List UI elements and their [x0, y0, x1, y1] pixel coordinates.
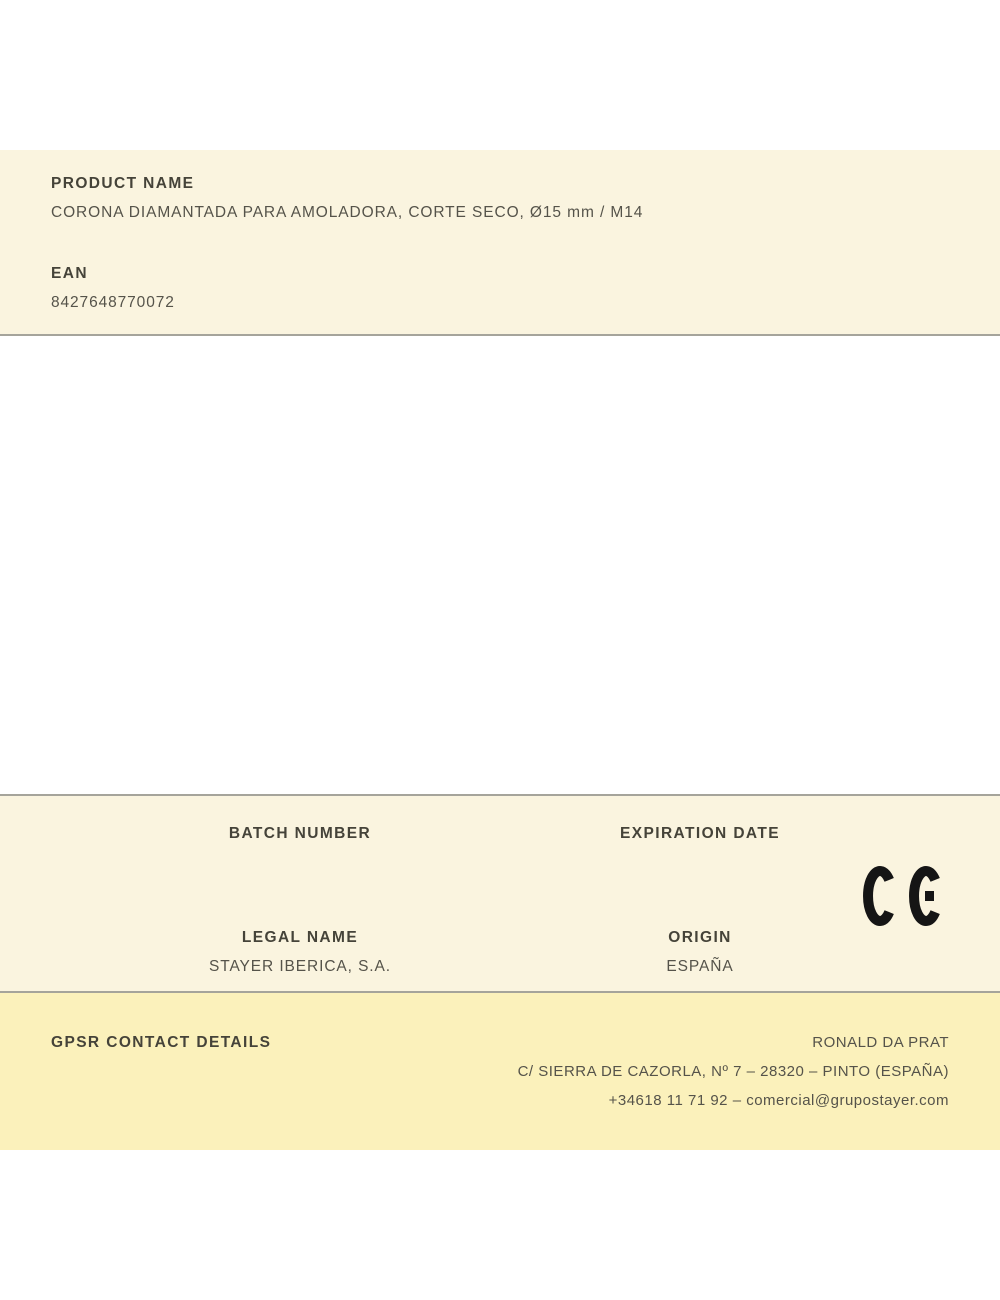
batch-expiration-row [100, 826, 900, 856]
gpsr-contact-section [0, 993, 1000, 1150]
expiration-date-group [500, 826, 900, 856]
bottom-margin [0, 1150, 1000, 1300]
origin-label: ORIGIN [668, 929, 732, 946]
contact-address: C/ SIERRA DE CAZORLA, Nº 7 – 28320 – PINTO (ESPAÑA) [517, 1063, 949, 1080]
legal-name-label: LEGAL NAME [241, 929, 359, 946]
contact-person-name: RONALD DA PRAT [812, 1034, 949, 1051]
gpsr-contact-lines [271, 1033, 949, 1120]
origin-group [500, 930, 900, 975]
product-name-group [51, 176, 949, 221]
expiration-date-label: EXPIRATION DATE [620, 825, 780, 842]
product-info-section [0, 150, 1000, 336]
contact-phone-email: +34618 11 71 92 – comercial@grupostayer.com [608, 1092, 949, 1109]
expiration-date-value [500, 854, 900, 856]
ean-value: 8427648770072 [51, 294, 175, 311]
top-margin [0, 0, 1000, 150]
ean-label: EAN [51, 265, 88, 282]
product-name-value: CORONA DIAMANTADA PARA AMOLADORA, CORTE SECO, Ø15 mm / M14 [51, 204, 644, 221]
legal-name-group [100, 930, 500, 975]
ean-group [51, 266, 949, 311]
legal-origin-row [100, 930, 900, 975]
gpsr-contact-label: GPSR CONTACT DETAILS [51, 1034, 272, 1051]
product-name-label: PRODUCT NAME [51, 175, 195, 192]
batch-number-value [100, 854, 500, 856]
ce-mark-icon [862, 865, 944, 927]
batch-legal-section [0, 794, 1000, 993]
middle-blank-area [0, 336, 1000, 794]
batch-number-group [100, 826, 500, 856]
batch-number-label: BATCH NUMBER [228, 825, 372, 842]
origin-value: ESPAÑA [666, 958, 734, 975]
legal-name-value: STAYER IBERICA, S.A. [209, 958, 391, 975]
